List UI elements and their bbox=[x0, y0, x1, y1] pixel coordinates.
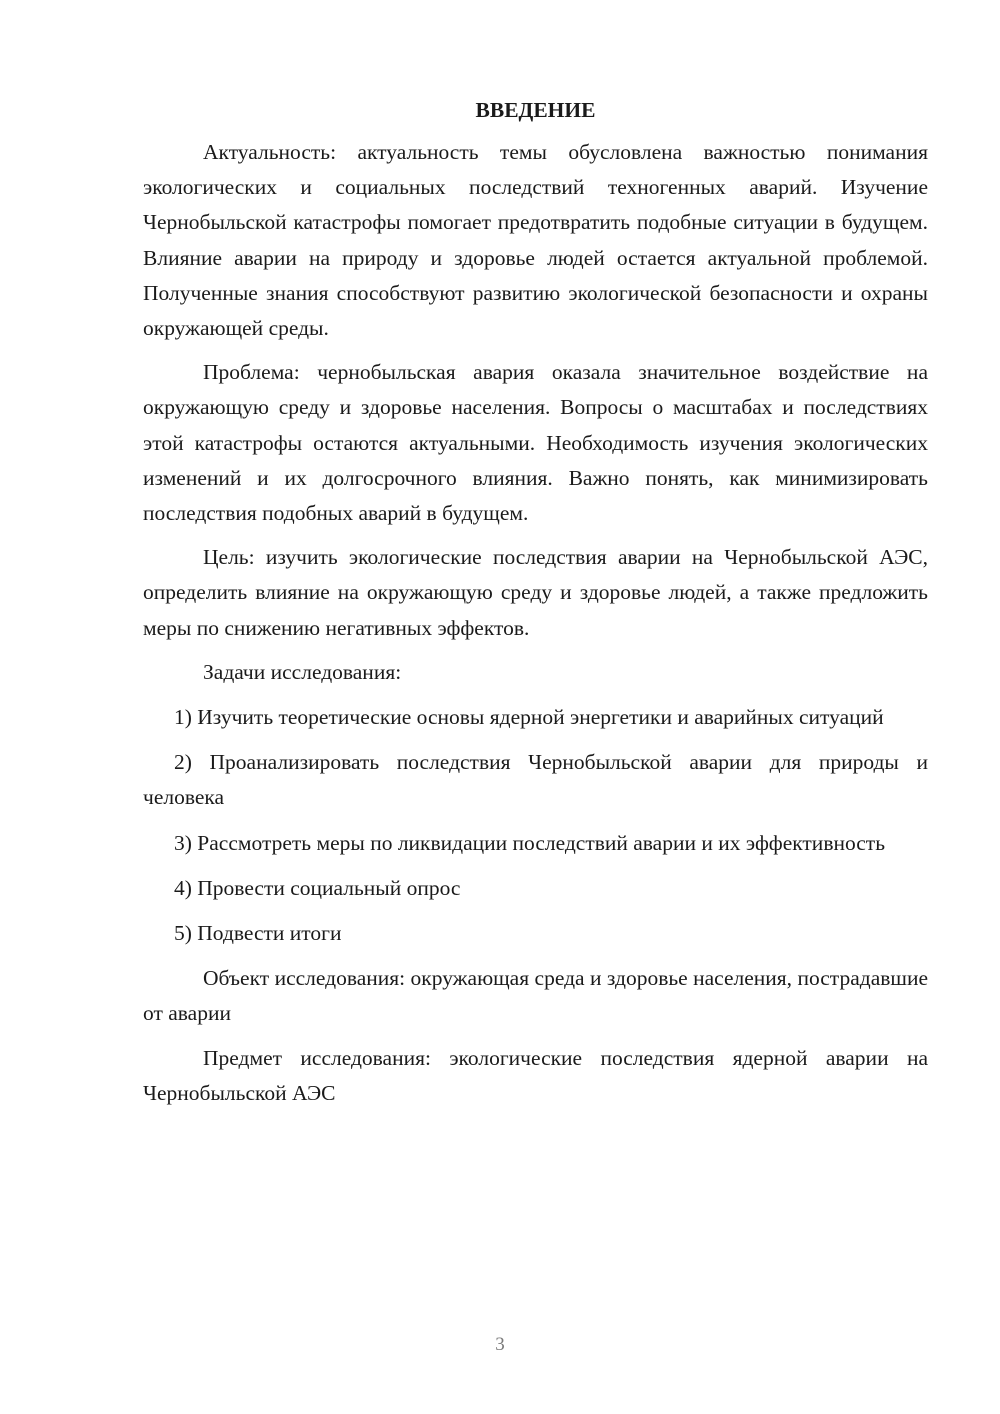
page-number: 3 bbox=[495, 1334, 505, 1355]
task-item-5: 5) Подвести итоги bbox=[174, 921, 342, 946]
object-paragraph: Объект исследования: окружающая среда и здоровье населения, пострадавшие от аварии bbox=[143, 966, 928, 1026]
task-item-2: 2) Проанализировать последствия Чернобыльской аварии для природы и человека bbox=[143, 750, 928, 810]
task-item-1: 1) Изучить теоретические основы ядерной энергетики и аварийных ситуаций bbox=[174, 705, 884, 730]
section-title: ВВЕДЕНИЕ bbox=[475, 98, 596, 122]
problem-paragraph: Проблема: чернобыльская авария оказала значительное воздействие на окружающую среду и здоровье населения. Вопросы о масштабах и последствиях этой катастрофы остаются актуальными. Необходимость изучения экологических изменений и их долгосрочного влияния. Важно понять, как минимизировать последствия подобных аварий в будущем. bbox=[143, 360, 928, 526]
subject-paragraph: Предмет исследования: экологические последствия ядерной аварии на Чернобыльской АЭС bbox=[143, 1045, 928, 1105]
relevance-paragraph: Актуальность: актуальность темы обусловлена важностью понимания экологических и социальных последствий техногенных аварий. Изучение Чернобыльской катастрофы помогает предотвратить подобные ситуации в будущем. Влияние аварии на природу и здоровье людей остается актуальной проблемой. Полученные знания способствуют развитию экологической безопасности и охраны окружающей среды. bbox=[143, 140, 928, 341]
task-item-3: 3) Рассмотреть меры по ликвидации последствий аварии и их эффективность bbox=[174, 830, 886, 855]
goal-paragraph: Цель: изучить экологические последствия аварии на Чернобыльской АЭС, определить влияние на окружающую среду и здоровье людей, а также предложить меры по снижению негативных эффектов. bbox=[143, 545, 928, 640]
tasks-heading: Задачи исследования: bbox=[203, 659, 402, 684]
document-page bbox=[143, 95, 928, 1120]
task-item-4: 4) Провести социальный опрос bbox=[174, 875, 461, 900]
